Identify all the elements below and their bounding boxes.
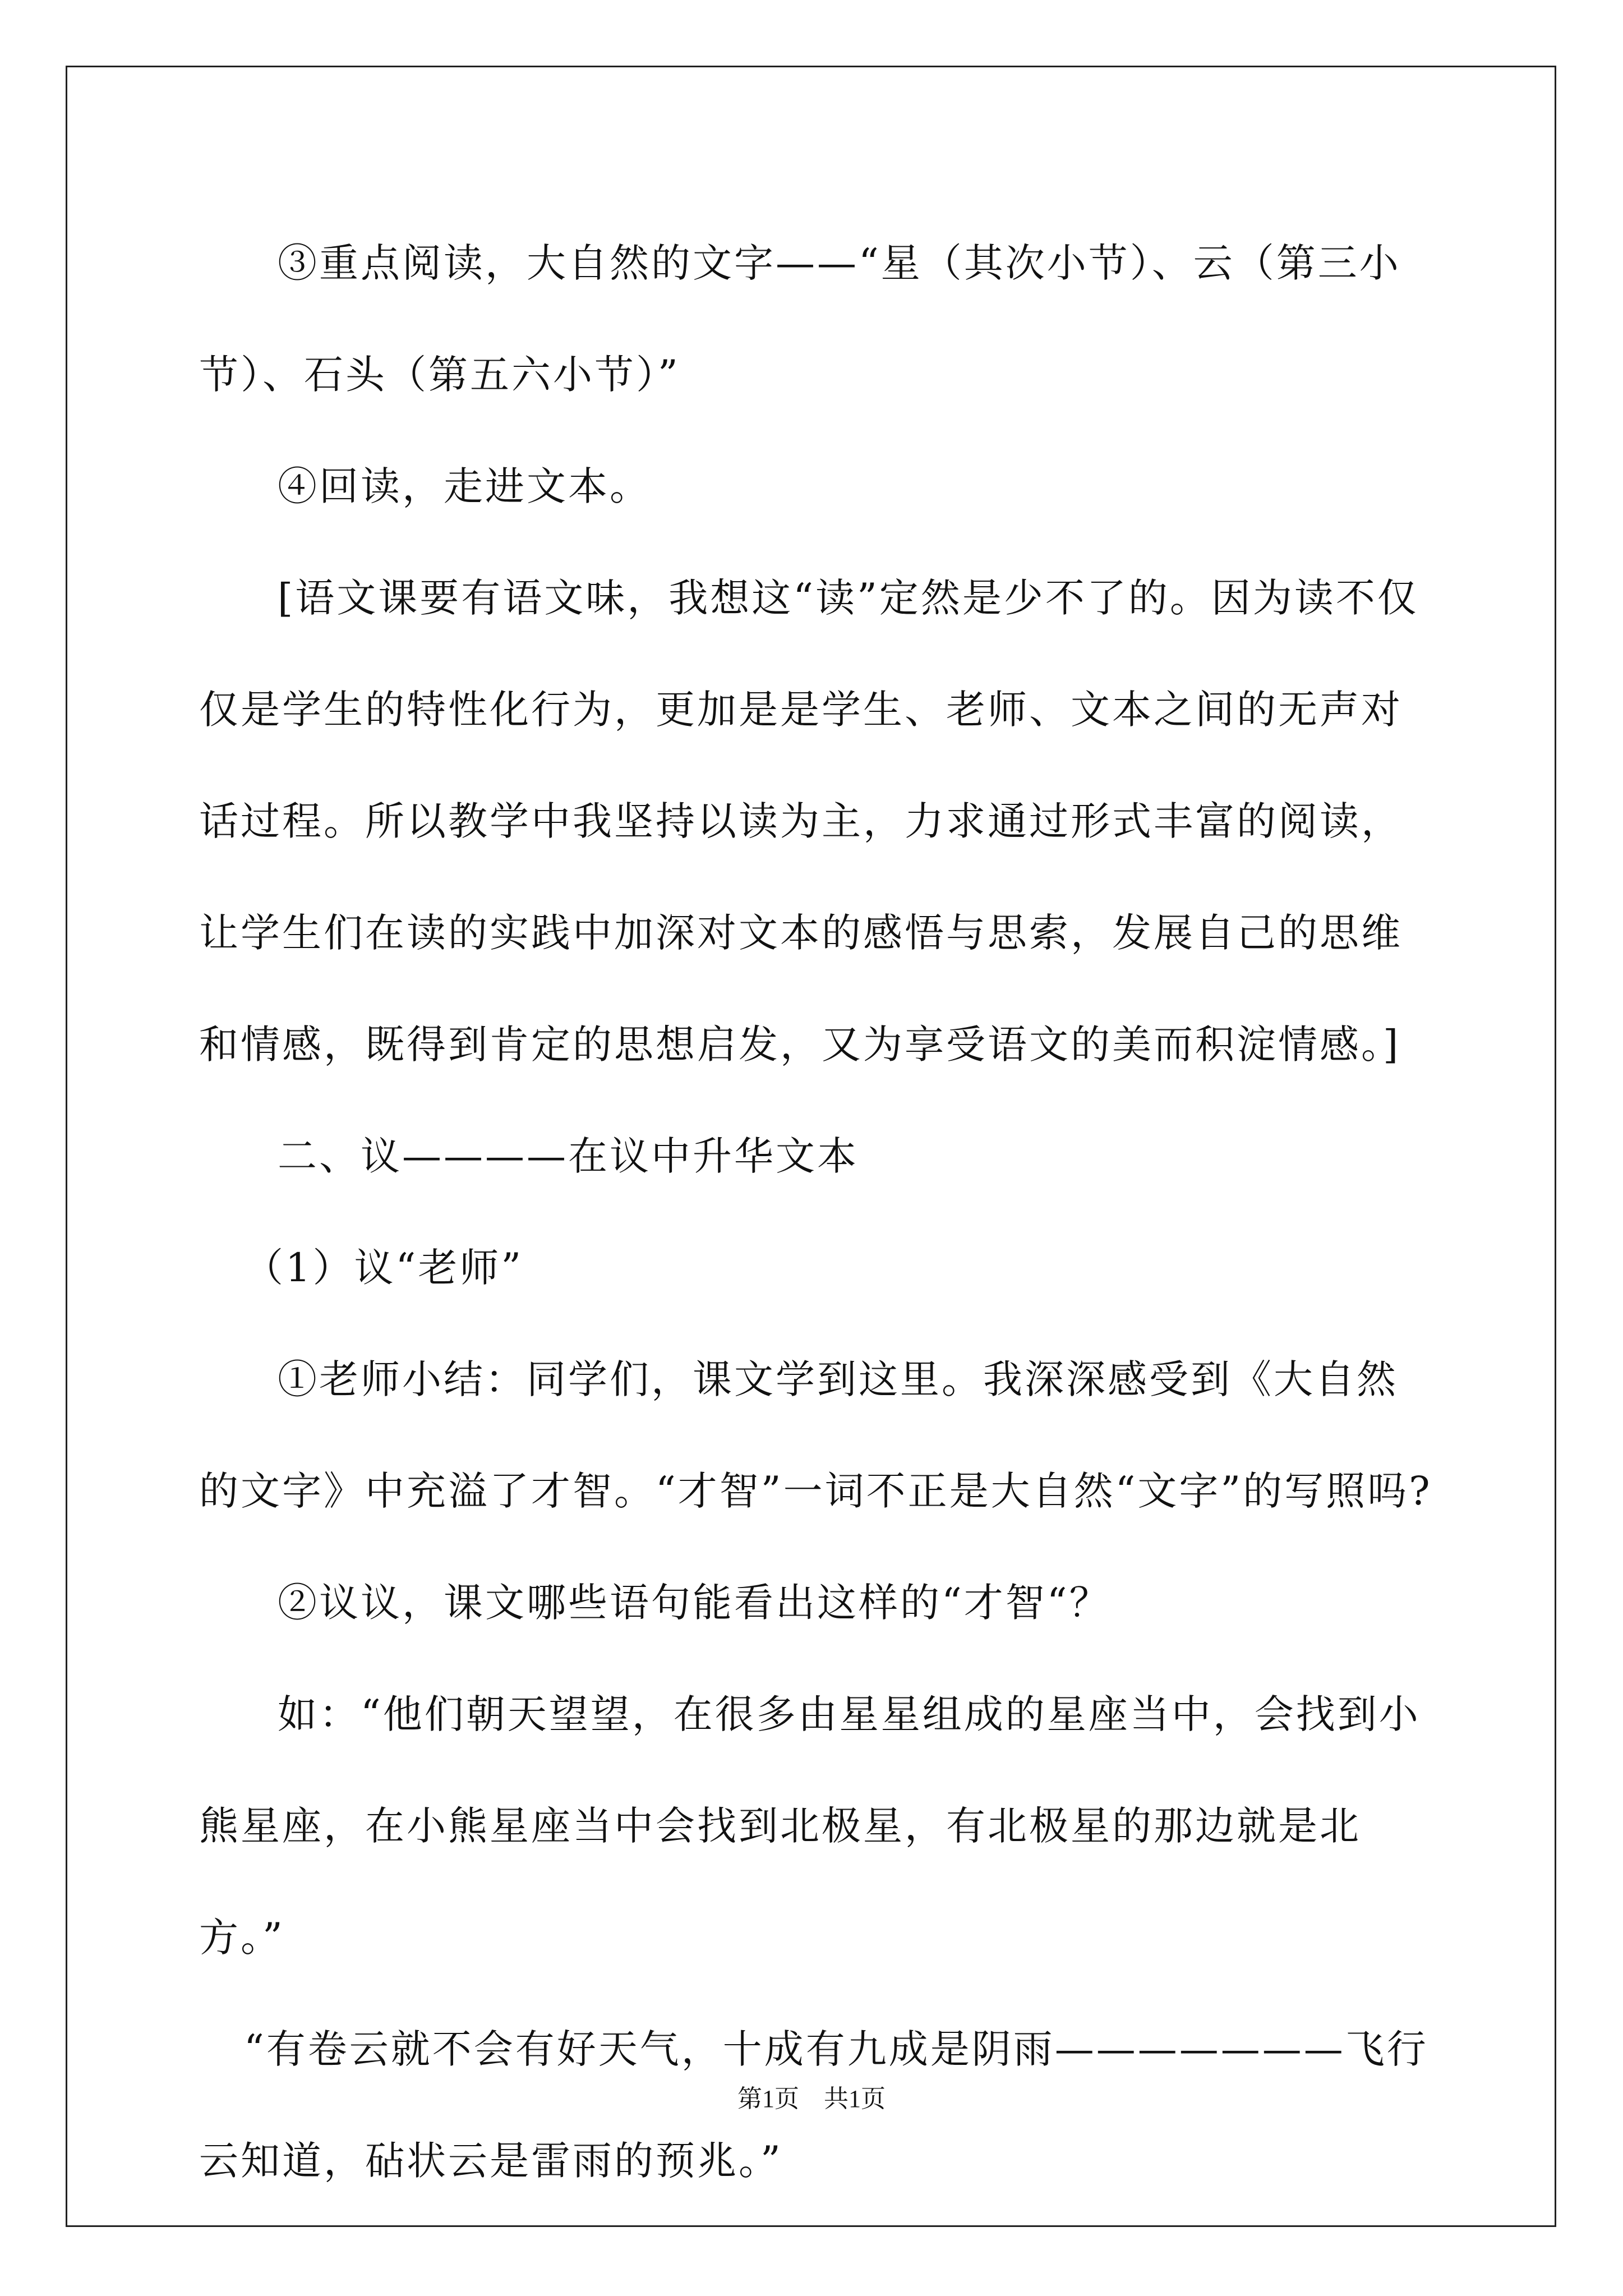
paragraph-teacher-summary: ①老师小结：同学们，课文学到这里。我深深感受到《大自然的文字》中充溢了才智。“才智”一词不正是大自然“文字”的写照吗? xyxy=(199,1356,1432,1514)
paragraph-discuss-question: ②议议，课文哪些语句能看出这样的“才智“？ xyxy=(278,1580,1111,1626)
document-body xyxy=(199,208,1433,2217)
paragraph-reread: ④回读，走进文本。 xyxy=(278,463,651,509)
page-footer: 第1页 共1页 xyxy=(737,2085,886,2113)
paragraph-example-stars: 如：“他们朝天望望，在很多由星星组成的星座当中，会找到小熊星座，在小熊星座当中会找到北极星，有北极星的那边就是北方。” xyxy=(199,1691,1421,1961)
section-heading-discuss: 二、议————在议中升华文本 xyxy=(278,1133,859,1179)
paragraph-reading-commentary: [语文课要有语文味，我想这“读”定然是少不了的。因为读不仅仅是学生的特性化行为，更加是是学生、老师、文本之间的无声对话过程。所以教学中我坚持以读为主，力求通过形式丰富的阅读，让学生们在读的实践中加深对文本的感悟与思索，发展自己的思维和情感，既得到肯定的思想启发，又为享受语文的美而积淀情感。] xyxy=(199,575,1419,1068)
paragraph-example-clouds: “有卷云就不会有好天气，十成有九成是阴雨———————飞行云知道，砧状云是雷雨的预兆。” xyxy=(199,2026,1428,2184)
subheading-discuss-teacher: （1）议“老师” xyxy=(244,1245,524,1291)
paragraph-reading-focus: ③重点阅读，大自然的文字——“星（其次小节）、云（第三小节）、石头（第五六小节）” xyxy=(199,240,1401,398)
